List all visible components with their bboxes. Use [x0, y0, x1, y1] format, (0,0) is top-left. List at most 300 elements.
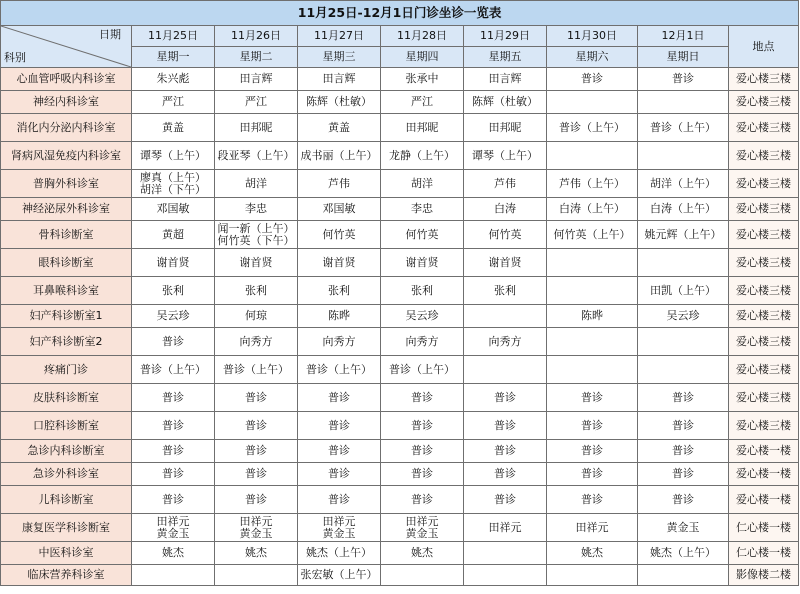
schedule-cell [547, 198, 638, 221]
table-row [1, 463, 799, 486]
doctor-name: 吴云珍 [666, 309, 700, 322]
schedule-cell [464, 142, 547, 170]
schedule-cell [381, 328, 464, 356]
doctor-name: 胡洋 [245, 176, 267, 190]
schedule-cell [132, 486, 215, 514]
location-cell: 爱心楼三楼 [729, 384, 799, 412]
location-cell: 仁心楼一楼 [729, 514, 799, 542]
schedule-cell [215, 142, 298, 170]
dept-cell: 耳鼻喉科诊室 [1, 277, 132, 305]
schedule-cell [638, 198, 729, 221]
schedule-cell [464, 542, 547, 565]
doctor-name: 吴云珍 [405, 309, 439, 322]
weekday-header: 星期五 [464, 47, 547, 68]
location-cell: 爱心楼三楼 [729, 68, 799, 91]
location-cell: 爱心楼三楼 [729, 198, 799, 221]
schedule-cell [638, 328, 729, 356]
schedule-cell [547, 514, 638, 542]
doctor-name: 段亚琴（上午） [217, 148, 295, 162]
doctor-name: 田言辉 [322, 72, 356, 85]
schedule-cell [215, 542, 298, 565]
schedule-cell [381, 68, 464, 91]
doctor-name: 普诊 [411, 390, 433, 404]
schedule-cell [464, 440, 547, 463]
doctor-name: 黄金玉 [239, 526, 273, 540]
schedule-cell [638, 463, 729, 486]
doctor-name: 普诊 [581, 467, 603, 480]
date-axis-label: 日期 [99, 28, 121, 41]
doctor-name: 向秀方 [405, 334, 439, 348]
schedule-cell [464, 198, 547, 221]
doctor-name: 邓国敏 [156, 202, 190, 215]
doctor-name: 普诊 [162, 444, 184, 457]
date-header: 11月29日 [464, 26, 547, 47]
schedule-cell [638, 221, 729, 249]
table-row [1, 198, 799, 221]
dept-cell: 眼科诊断室 [1, 249, 132, 277]
doctor-name: 胡洋 [411, 176, 433, 190]
doctor-name: 普诊 [328, 390, 350, 404]
schedule-cell [298, 142, 381, 170]
schedule-cell [638, 170, 729, 198]
schedule-cell [464, 463, 547, 486]
date-header: 11月26日 [215, 26, 298, 47]
schedule-cell [298, 542, 381, 565]
doctor-name: 普诊 [672, 390, 694, 404]
schedule-cell [215, 68, 298, 91]
doctor-name: 普诊 [411, 467, 433, 480]
doctor-name: 普诊 [672, 72, 694, 85]
doctor-name: 陈晔 [581, 309, 603, 322]
dept-cell: 妇产科诊断室2 [1, 328, 132, 356]
schedule-cell [381, 565, 464, 586]
schedule-cell [132, 91, 215, 114]
schedule-cell [298, 463, 381, 486]
doctor-name: 吴云珍 [156, 309, 190, 322]
schedule-cell [215, 463, 298, 486]
doctor-name: 普诊 [245, 418, 267, 432]
schedule-cell [298, 221, 381, 249]
doctor-name: 张宏敏（上午） [300, 568, 378, 581]
location-cell: 影像楼二楼 [729, 565, 799, 586]
schedule-cell [298, 277, 381, 305]
doctor-name: 普诊 [162, 467, 184, 480]
doctor-name: 普诊（上午） [140, 362, 206, 376]
doctor-name: 陈辉（杜敏） [472, 95, 538, 108]
table-row [1, 486, 799, 514]
location-cell: 爱心楼三楼 [729, 412, 799, 440]
doctor-name: 胡洋（上午） [650, 176, 716, 190]
dept-cell: 口腔科诊断室 [1, 412, 132, 440]
schedule-cell [547, 328, 638, 356]
schedule-cell [638, 142, 729, 170]
dept-axis-label: 科别 [4, 51, 26, 64]
schedule-cell [298, 91, 381, 114]
location-cell: 爱心楼三楼 [729, 277, 799, 305]
schedule-title: 11月25日-12月1日门诊坐诊一览表 [1, 1, 799, 26]
schedule-cell [381, 463, 464, 486]
doctor-name: 何竹英 [405, 227, 439, 241]
doctor-name: 普诊 [162, 334, 184, 348]
doctor-name: 姚杰（上午） [306, 546, 372, 559]
schedule-cell [638, 565, 729, 586]
doctor-name: 黄盖 [328, 120, 350, 134]
schedule-cell [464, 356, 547, 384]
schedule-cell [381, 305, 464, 328]
doctor-name: 谢首贤 [156, 255, 190, 269]
location-cell: 爱心楼一楼 [729, 486, 799, 514]
date-header: 11月27日 [298, 26, 381, 47]
doctor-name: 田凯（上午） [650, 283, 716, 297]
doctor-name: 黄金玉 [666, 520, 700, 534]
schedule-cell [547, 277, 638, 305]
doctor-name: 龙静（上午） [389, 148, 455, 162]
doctor-name: 田邦昵 [405, 120, 439, 134]
location-cell: 爱心楼三楼 [729, 305, 799, 328]
schedule-cell [215, 114, 298, 142]
doctor-name: 邓国敏 [322, 202, 356, 215]
doctor-name: 谢首贤 [405, 255, 439, 269]
schedule-cell [132, 277, 215, 305]
schedule-cell [132, 221, 215, 249]
doctor-name: 白涛（上午） [650, 202, 716, 215]
schedule-cell [298, 565, 381, 586]
doctor-name: 普诊 [672, 444, 694, 457]
doctor-name: 普诊 [245, 444, 267, 457]
schedule-cell [215, 440, 298, 463]
table-row [1, 68, 799, 91]
schedule-cell [638, 486, 729, 514]
location-cell: 爱心楼三楼 [729, 170, 799, 198]
doctor-name: 陈辉（杜敏） [306, 95, 372, 108]
schedule-cell [381, 440, 464, 463]
schedule-cell [215, 412, 298, 440]
doctor-name: 普诊 [411, 492, 433, 506]
schedule-cell [298, 305, 381, 328]
location-cell: 爱心楼一楼 [729, 440, 799, 463]
schedule-cell [464, 221, 547, 249]
doctor-name: 田祥元 [488, 520, 522, 534]
doctor-name: 田言辉 [239, 72, 273, 85]
weekday-header: 星期四 [381, 47, 464, 68]
schedule-cell [132, 565, 215, 586]
dept-cell: 神经泌尿外科诊室 [1, 198, 132, 221]
schedule-cell [215, 221, 298, 249]
dept-cell: 心血管呼吸内科诊室 [1, 68, 132, 91]
doctor-name: 普诊 [581, 444, 603, 457]
schedule-cell [547, 565, 638, 586]
location-cell: 爱心楼三楼 [729, 221, 799, 249]
doctor-name: 姚杰 [411, 546, 433, 559]
location-header: 地点 [729, 26, 799, 68]
dept-cell: 急诊内科诊断室 [1, 440, 132, 463]
schedule-cell [464, 565, 547, 586]
doctor-name: 严江 [411, 95, 433, 108]
schedule-cell [215, 305, 298, 328]
schedule-cell [464, 249, 547, 277]
schedule-cell [547, 249, 638, 277]
schedule-cell [132, 463, 215, 486]
schedule-cell [381, 142, 464, 170]
schedule-cell [638, 440, 729, 463]
schedule-cell [638, 249, 729, 277]
schedule-cell [132, 384, 215, 412]
date-header: 11月25日 [132, 26, 215, 47]
schedule-cell [464, 305, 547, 328]
doctor-name: 向秀方 [488, 334, 522, 348]
schedule-cell [381, 198, 464, 221]
doctor-name: 朱兴彪 [156, 72, 190, 85]
doctor-name: 向秀方 [322, 334, 356, 348]
doctor-name: 芦伟 [328, 176, 350, 190]
schedule-cell [298, 68, 381, 91]
schedule-cell [638, 277, 729, 305]
dept-cell: 急诊外科诊室 [1, 463, 132, 486]
doctor-name: 普诊 [581, 418, 603, 432]
schedule-cell [132, 249, 215, 277]
doctor-name: 普诊 [245, 390, 267, 404]
schedule-cell [381, 114, 464, 142]
schedule-cell [132, 198, 215, 221]
doctor-name: 芦伟 [494, 176, 516, 190]
schedule-cell [298, 486, 381, 514]
schedule-cell [547, 114, 638, 142]
doctor-name: 普诊（上午） [306, 362, 372, 376]
schedule-cell [132, 514, 215, 542]
doctor-name: 张利 [494, 283, 516, 297]
schedule-cell [547, 91, 638, 114]
schedule-cell [298, 170, 381, 198]
doctor-name: 黄盖 [162, 120, 184, 134]
doctor-name: 张利 [162, 283, 184, 297]
doctor-name: 普诊 [494, 418, 516, 432]
schedule-cell [215, 249, 298, 277]
doctor-name: 黄金玉 [322, 526, 356, 540]
doctor-name: 姚元辉（上午） [644, 227, 722, 241]
dept-cell: 消化内分泌内科诊室 [1, 114, 132, 142]
doctor-name: 黄金玉 [156, 526, 190, 540]
doctor-name: 李忠 [245, 202, 267, 215]
doctor-name: 芦伟（上午） [559, 176, 625, 190]
schedule-cell [638, 91, 729, 114]
doctor-name: 姚杰（上午） [650, 546, 716, 559]
doctor-name: 姚杰 [162, 546, 184, 559]
weekday-header: 星期三 [298, 47, 381, 68]
schedule-cell [638, 542, 729, 565]
doctor-name: 何琼 [245, 309, 267, 322]
doctor-name: 何竹英（上午） [553, 227, 631, 241]
doctor-name: 普诊 [162, 418, 184, 432]
doctor-name: 张承中 [405, 72, 439, 85]
doctor-name: 闻一新（上午） [217, 221, 295, 235]
doctor-name: 普诊 [245, 492, 267, 506]
weekday-header: 星期二 [215, 47, 298, 68]
schedule-cell [132, 412, 215, 440]
schedule-cell [381, 91, 464, 114]
table-row [1, 412, 799, 440]
location-cell: 爱心楼三楼 [729, 91, 799, 114]
schedule-cell [638, 412, 729, 440]
schedule-cell [464, 91, 547, 114]
doctor-name: 普诊（上午） [389, 362, 455, 376]
schedule-cell [215, 277, 298, 305]
schedule-cell [215, 198, 298, 221]
doctor-name: 张利 [245, 283, 267, 297]
doctor-name: 普诊 [328, 467, 350, 480]
schedule-cell [547, 412, 638, 440]
doctor-name: 严江 [245, 95, 267, 108]
schedule-cell [215, 384, 298, 412]
dept-cell: 疼痛门诊 [1, 356, 132, 384]
header-corner [1, 26, 132, 68]
doctor-name: 黄金玉 [405, 526, 439, 540]
doctor-name: 田祥元 [575, 520, 609, 534]
doctor-name: 普诊 [581, 72, 603, 85]
schedule-cell [381, 170, 464, 198]
schedule-cell [298, 514, 381, 542]
schedule-cell [215, 328, 298, 356]
doctor-name: 谢首贤 [322, 255, 356, 269]
location-cell: 爱心楼三楼 [729, 142, 799, 170]
table-row [1, 249, 799, 277]
doctor-name: 谢首贤 [239, 255, 273, 269]
schedule-cell [547, 384, 638, 412]
doctor-name: 普诊 [411, 444, 433, 457]
schedule-cell [381, 277, 464, 305]
doctor-name: 谭琴（上午） [472, 148, 538, 162]
doctor-name: 何竹英（下午） [217, 233, 295, 247]
schedule-cell [464, 170, 547, 198]
doctor-name: 田言辉 [488, 72, 522, 85]
doctor-name: 谭琴（上午） [140, 148, 206, 162]
doctor-name: 田祥元 [239, 514, 273, 528]
table-row [1, 565, 799, 586]
schedule-cell [381, 542, 464, 565]
schedule-cell [638, 68, 729, 91]
schedule-cell [547, 305, 638, 328]
table-row [1, 440, 799, 463]
date-header: 12月1日 [638, 26, 729, 47]
doctor-name: 严江 [162, 95, 184, 108]
doctor-name: 张利 [328, 283, 350, 297]
schedule-cell [132, 68, 215, 91]
doctor-name: 胡洋（下午） [140, 182, 206, 196]
doctor-name: 普诊 [672, 492, 694, 506]
table-row [1, 384, 799, 412]
doctor-name: 普诊 [581, 492, 603, 506]
schedule-cell [132, 356, 215, 384]
doctor-name: 普诊（上午） [559, 120, 625, 134]
schedule-cell [298, 249, 381, 277]
schedule-cell [464, 328, 547, 356]
doctor-name: 田祥元 [405, 514, 439, 528]
schedule-cell [547, 356, 638, 384]
table-row [1, 542, 799, 565]
doctor-name: 普诊 [328, 418, 350, 432]
dept-cell: 妇产科诊断室1 [1, 305, 132, 328]
schedule-cell [464, 486, 547, 514]
schedule-cell [132, 142, 215, 170]
doctor-name: 普诊 [494, 492, 516, 506]
dept-cell: 皮肤科诊断室 [1, 384, 132, 412]
schedule-cell [132, 328, 215, 356]
schedule-cell [298, 440, 381, 463]
table-row [1, 277, 799, 305]
schedule-cell [132, 440, 215, 463]
table-row [1, 356, 799, 384]
doctor-name: 普诊 [581, 390, 603, 404]
schedule-cell [381, 221, 464, 249]
dept-cell: 中医科诊室 [1, 542, 132, 565]
dept-cell: 儿科诊断室 [1, 486, 132, 514]
doctor-name: 田祥元 [322, 514, 356, 528]
doctor-name: 姚杰 [581, 546, 603, 559]
table-row [1, 91, 799, 114]
schedule-cell [638, 114, 729, 142]
schedule-cell [381, 356, 464, 384]
schedule-cell [132, 305, 215, 328]
doctor-name: 谢首贤 [488, 255, 522, 269]
table-row [1, 305, 799, 328]
location-cell: 爱心楼三楼 [729, 356, 799, 384]
schedule-cell [381, 412, 464, 440]
doctor-name: 普诊 [328, 444, 350, 457]
doctor-name: 黄超 [162, 227, 184, 241]
doctor-name: 普诊 [494, 444, 516, 457]
schedule-cell [215, 486, 298, 514]
doctor-name: 普诊 [245, 467, 267, 480]
date-header: 11月30日 [547, 26, 638, 47]
schedule-cell [381, 514, 464, 542]
schedule-cell [215, 356, 298, 384]
schedule-cell [464, 514, 547, 542]
weekday-header: 星期日 [638, 47, 729, 68]
doctor-name: 普诊 [494, 467, 516, 480]
doctor-name: 田祥元 [156, 514, 190, 528]
schedule-cell [215, 170, 298, 198]
doctor-name: 普诊 [494, 390, 516, 404]
schedule-cell [547, 68, 638, 91]
table-row [1, 221, 799, 249]
schedule-cell [464, 412, 547, 440]
schedule-cell [298, 412, 381, 440]
schedule-cell [215, 91, 298, 114]
doctor-name: 普诊（上午） [650, 120, 716, 134]
schedule-cell [298, 356, 381, 384]
schedule-cell [298, 114, 381, 142]
schedule-cell [464, 277, 547, 305]
dept-cell: 临床营养科诊室 [1, 565, 132, 586]
table-row [1, 328, 799, 356]
schedule-cell [464, 114, 547, 142]
schedule-cell [547, 170, 638, 198]
schedule-cell [215, 565, 298, 586]
weekday-header: 星期一 [132, 47, 215, 68]
table-row [1, 142, 799, 170]
dept-cell: 神经内科诊室 [1, 91, 132, 114]
weekday-header: 星期六 [547, 47, 638, 68]
dept-cell: 康复医学科诊断室 [1, 514, 132, 542]
schedule-cell [638, 384, 729, 412]
schedule-cell [547, 440, 638, 463]
doctor-name: 成书丽（上午） [300, 148, 378, 162]
doctor-name: 白涛（上午） [559, 202, 625, 215]
schedule-cell [638, 305, 729, 328]
doctor-name: 普诊 [411, 418, 433, 432]
dept-cell: 肾病风湿免疫内科诊室 [1, 142, 132, 170]
doctor-name: 普诊（上午） [223, 362, 289, 376]
doctor-name: 田邦昵 [488, 120, 522, 134]
